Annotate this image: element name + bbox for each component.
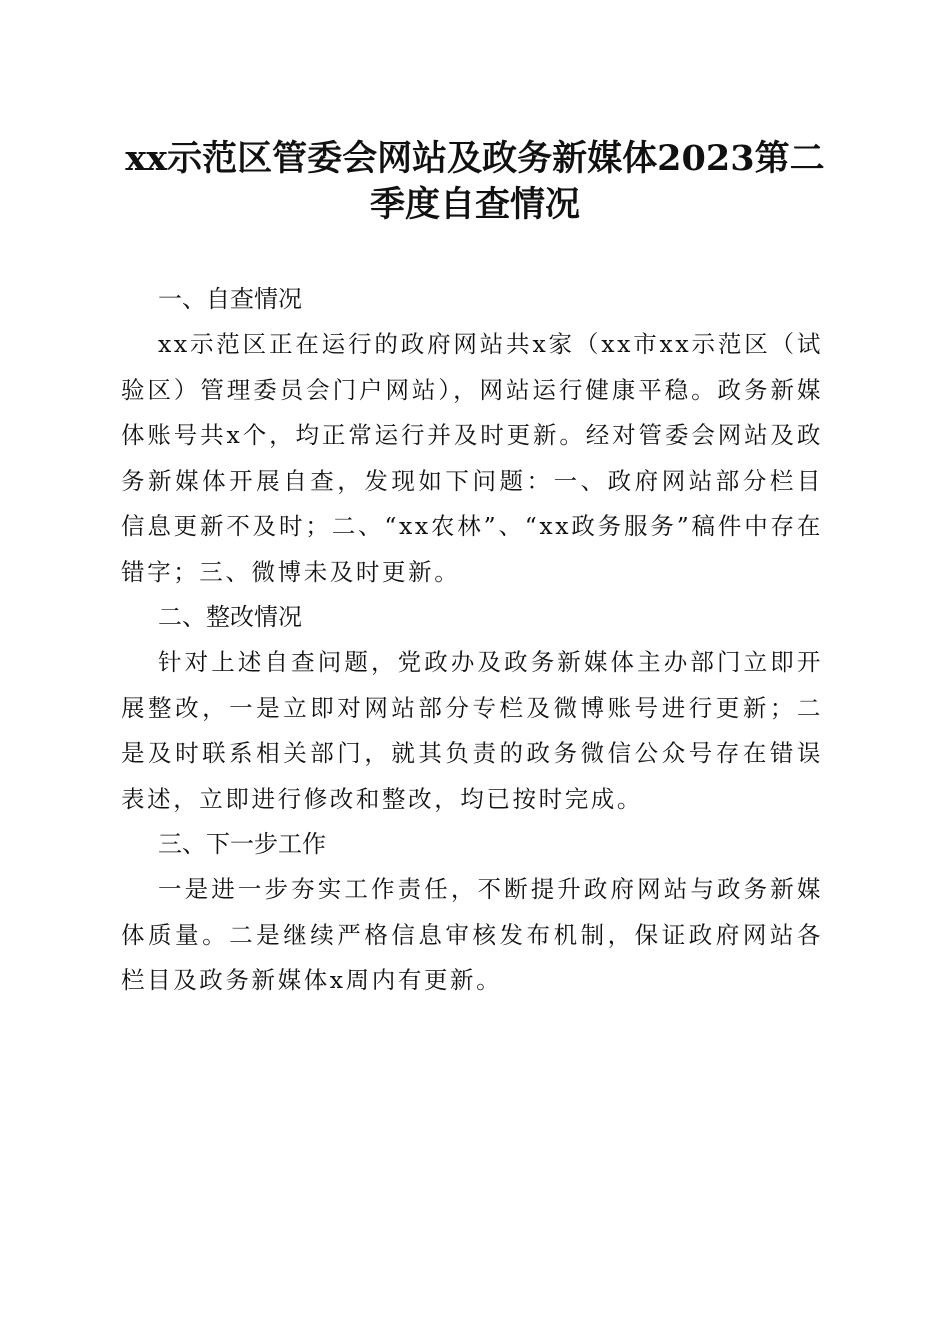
section-heading-next-steps: 三、下一步工作	[158, 830, 326, 858]
section-heading-self-inspection: 一、自查情况	[158, 285, 302, 313]
title-line-2: 季度自查情况	[369, 184, 580, 225]
section-body-self-inspection: xx示范区正在运行的政府网站共x家（xx市xx示范区（试验区）管理委员会门户网站），网站运行健康平稳。政务新媒体账号共x个，均正常运行并及时更新。经对管委会网站及政务新媒体开展自查，发现如下问题：一、政府网站部分栏目信息更新不及时；二、“xx农林”、“xx政务服务”稿件中存在错字；三、微博未及时更新。	[121, 330, 823, 586]
document-title	[100, 136, 850, 228]
title-line-1: xx示范区管委会网站及政务新媒体2023第二	[125, 138, 825, 179]
section-body-rectification: 针对上述自查问题，党政办及政务新媒体主办部门立即开展整改，一是立即对网站部分专栏及微博账号进行更新；二是及时联系相关部门，就其负责的政务微信公众号存在错误表述，立即进行修改和整改，均已按时完成。	[121, 648, 823, 813]
section-body-next-steps: 一是进一步夯实工作责任，不断提升政府网站与政务新媒体质量。二是继续严格信息审核发布机制，保证政府网站各栏目及政务新媒体x周内有更新。	[121, 875, 823, 994]
section-heading-rectification: 二、整改情况	[158, 603, 302, 631]
document-body	[121, 277, 823, 1004]
